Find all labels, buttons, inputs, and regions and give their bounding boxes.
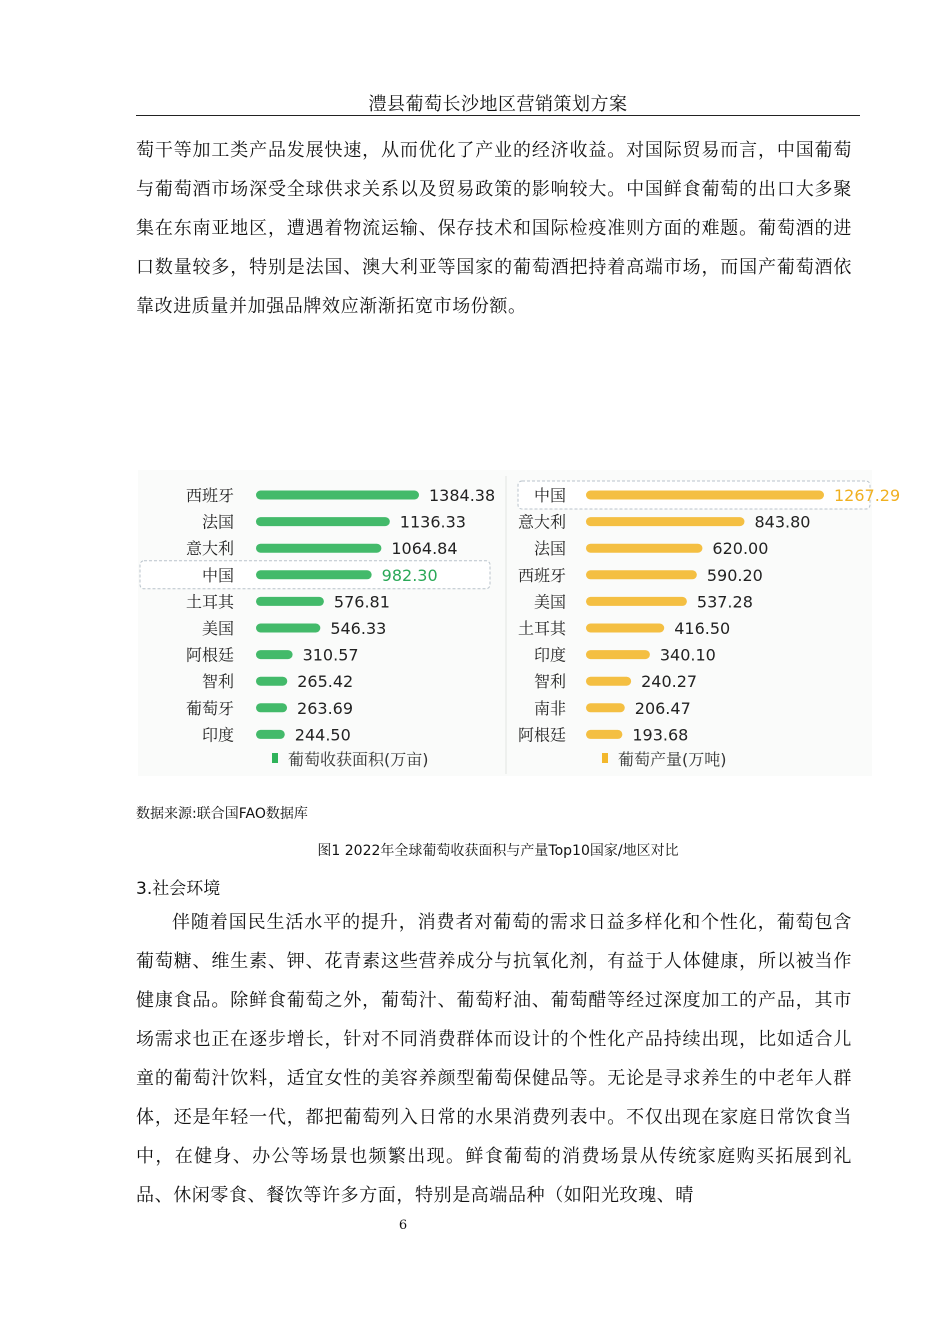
category-label-output: 阿根廷 (517, 725, 566, 745)
category-label-output: 法国 (533, 539, 566, 559)
legend-label-area: 葡萄收获面积(万亩) (288, 750, 429, 769)
bar-area (256, 491, 419, 500)
category-label-output: 西班牙 (517, 565, 566, 585)
bar-output (586, 624, 664, 633)
bar-output (586, 703, 625, 712)
source-note: 数据来源:联合国FAO数据库 (136, 806, 308, 822)
bar-area (256, 544, 381, 553)
legend-label-output: 葡萄产量(万吨) (618, 750, 727, 769)
bar-output (586, 677, 631, 686)
value-label-area: 263.69 (297, 698, 354, 718)
bar-output (586, 597, 687, 606)
value-label-area: 1384.38 (429, 486, 496, 505)
bar-area (256, 730, 285, 739)
category-label-area: 印度 (201, 725, 234, 745)
bar-area (256, 624, 320, 633)
category-label-output: 印度 (533, 645, 566, 665)
category-label-output: 意大利 (517, 512, 566, 532)
category-label-output: 南非 (533, 698, 566, 718)
category-label-area: 西班牙 (185, 486, 234, 505)
figure-chart (138, 470, 901, 776)
value-label-area: 310.57 (302, 645, 359, 665)
page-number: 6 (398, 1218, 408, 1233)
value-label-output: 843.80 (754, 512, 811, 532)
bar-output (586, 491, 824, 500)
page-header-title: 澧县葡萄长沙地区营销策划方案 (368, 94, 628, 115)
value-label-area: 1064.84 (391, 539, 458, 559)
category-label-output: 中国 (533, 486, 566, 505)
category-label-area: 土耳其 (185, 592, 234, 612)
section-heading: 3.社会环境 (136, 879, 221, 899)
legend-swatch-area (272, 753, 278, 763)
category-label-output: 美国 (533, 592, 566, 612)
paragraph-text: 伴随着国民生活水平的提升，消费者对葡萄的需求日益多样化和个性化，葡萄包含葡萄糖、维生素、钾、花青素这些营养成分与抗氧化剂，有益于人体健康，所以被当作健康食品。除鲜食葡萄之外，葡萄汁、葡萄籽油、葡萄醋等经过深度加工的产品，其市场需求也正在逐步增长，针对不同消费群体而设计的个性化产品持续出现，比如适合儿童的葡萄汁饮料，适宜女性的美容养颜型葡萄保健品等。无论是寻求养生的中老年人群体，还是年轻一代，都把葡萄列入日常的水果消费列表中。不仅出现在家庭日常饮食当中，在健身、办公等场景也频繁出现。鲜食葡萄的消费场景从传统家庭购买拓展到礼品、休闲零食、餐饮等许多方面，特别是高端品种（如阳光玫瑰、晴 (136, 912, 852, 1206)
value-label-output: 537.28 (696, 592, 753, 612)
value-label-area: 1136.33 (399, 512, 466, 532)
bar-area (256, 703, 287, 712)
value-label-output: 193.68 (632, 725, 689, 745)
value-label-output: 240.27 (641, 672, 698, 692)
value-label-output: 416.50 (674, 619, 731, 638)
category-label-area: 意大利 (185, 539, 234, 559)
category-label-area: 葡萄牙 (185, 698, 234, 718)
category-label-output: 智利 (533, 672, 566, 692)
legend-swatch-output (602, 753, 608, 763)
value-label-area: 546.33 (330, 619, 387, 638)
value-label-output: 1267.29 (834, 486, 901, 505)
category-label-area: 阿根廷 (185, 645, 234, 665)
bar-output (586, 517, 744, 526)
value-label-output: 590.20 (706, 565, 763, 585)
category-label-output: 土耳其 (517, 619, 566, 638)
category-label-area: 智利 (201, 672, 234, 692)
bar-chart-svg (138, 470, 901, 776)
value-label-output: 620.00 (712, 539, 769, 559)
bar-area (256, 570, 372, 579)
bar-output (586, 730, 622, 739)
header-rule (136, 115, 860, 116)
bar-output (586, 570, 697, 579)
category-label-area: 中国 (201, 565, 234, 585)
value-label-area: 244.50 (294, 725, 351, 745)
bar-output (586, 650, 650, 659)
body-paragraph-1 (136, 131, 852, 326)
body-paragraph-2 (136, 903, 852, 1215)
value-label-area: 982.30 (381, 565, 438, 585)
bar-output (586, 544, 702, 553)
value-label-area: 576.81 (333, 592, 390, 612)
bar-area (256, 597, 324, 606)
bar-area (256, 650, 293, 659)
value-label-output: 206.47 (634, 698, 691, 718)
figure-caption: 图1 2022年全球葡萄收获面积与产量Top10国家/地区对比 (317, 843, 679, 859)
category-label-area: 法国 (201, 512, 234, 532)
category-label-area: 美国 (201, 619, 234, 638)
value-label-output: 340.10 (659, 645, 716, 665)
bar-area (256, 517, 390, 526)
paragraph-text: 萄干等加工类产品发展快速，从而优化了产业的经济收益。对国际贸易而言，中国葡萄与葡萄酒市场深受全球供求关系以及贸易政策的影响较大。中国鲜食葡萄的出口大多聚集在东南亚地区，遭遇着物流运输、保存技术和国际检疫准则方面的难题。葡萄酒的进口数量较多，特别是法国、澳大利亚等国家的葡萄酒把持着高端市场，而国产葡萄酒依靠改进质量并加强品牌效应渐渐拓宽市场份额。 (136, 140, 852, 317)
bar-area (256, 677, 287, 686)
value-label-area: 265.42 (297, 672, 354, 692)
